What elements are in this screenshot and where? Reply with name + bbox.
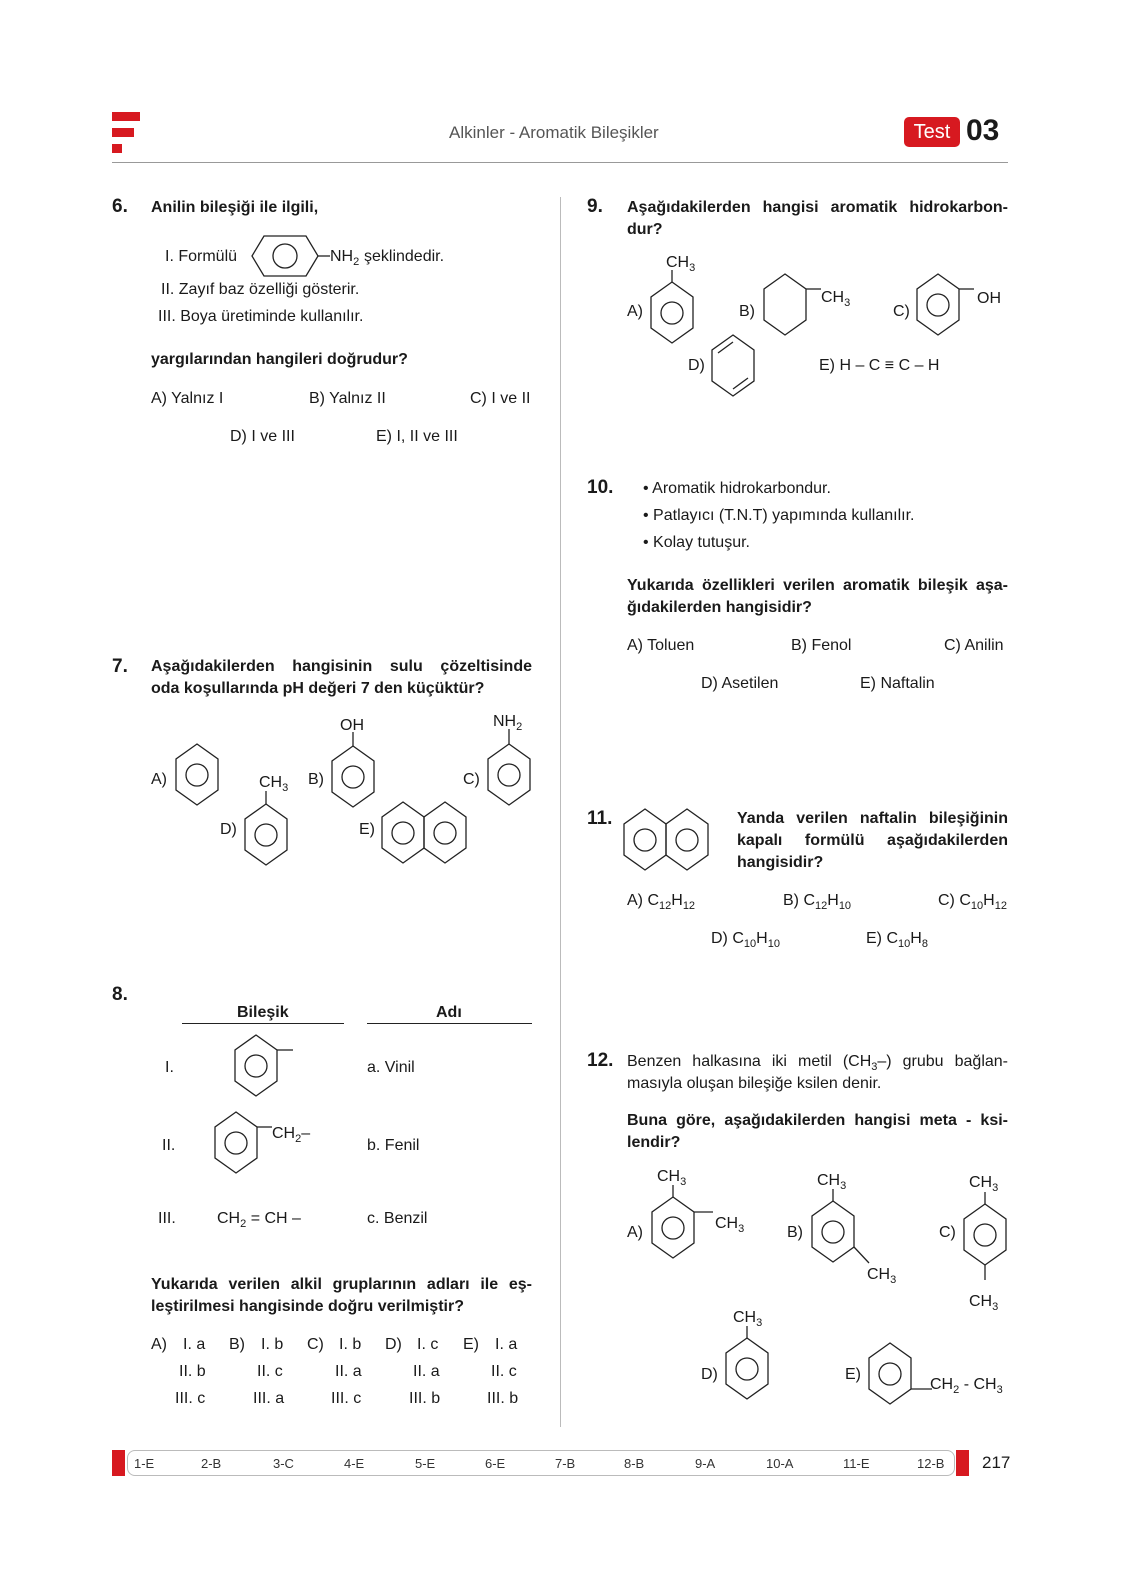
column-header-name: Adı <box>436 1004 462 1021</box>
answer-12: 12-B <box>917 1456 945 1471</box>
column-header-compound: Bileşik <box>237 1004 289 1021</box>
option-e[interactable]: E) I. a II. c III. b <box>463 1336 519 1407</box>
test-badge: Test <box>904 117 960 147</box>
statement-1-label: I. Formülü <box>165 248 238 265</box>
answer-6: 6-E <box>485 1456 506 1471</box>
option-e[interactable]: E) $C_{10}H_8$ <box>866 930 928 950</box>
row-label-1: I. <box>165 1059 174 1076</box>
question-number: 7. <box>112 656 128 677</box>
option-d-label[interactable]: D) <box>701 1366 718 1383</box>
name-b: b. Fenil <box>367 1137 420 1154</box>
option-b[interactable]: B) Fenol <box>791 637 852 654</box>
toluene-structure <box>244 791 288 867</box>
ch2-label: $CH_2-$ <box>272 1125 311 1145</box>
name-a: a. Vinil <box>367 1059 415 1076</box>
option-a-label[interactable]: A) <box>151 771 167 788</box>
ch3-label: $CH_3$ <box>733 1309 763 1329</box>
statement-2: II. Zayıf baz özelliği gösterir. <box>161 281 360 298</box>
page-number: 217 <box>982 1453 1011 1472</box>
answer-8: 8-B <box>624 1456 645 1471</box>
option-c[interactable]: C) I. b II. a III. c <box>307 1336 362 1407</box>
phenol-structure <box>916 273 978 337</box>
question-stem-line-1: Yukarıda verilen alkil gruplarının adları ile eş- <box>151 1276 532 1293</box>
option-c[interactable]: C) I ve II <box>470 390 531 407</box>
header-underline <box>182 1023 344 1024</box>
statement-3: III. Boya üretiminde kullanılır. <box>158 308 364 325</box>
answer-7: 7-B <box>555 1456 576 1471</box>
ch3-label: $CH_3$ <box>715 1215 745 1235</box>
answer-3: 3-C <box>273 1456 294 1471</box>
option-e-label[interactable]: E) <box>359 821 375 838</box>
ch3-label: $CH_3$ <box>969 1293 999 1313</box>
vinyl-formula: $CH_2$ = CH – <box>217 1210 301 1230</box>
option-b-label[interactable]: B) <box>308 771 324 788</box>
property-2: • Patlayıcı (T.N.T) yapımında kullanılır. <box>643 507 915 524</box>
benzene-structure <box>175 744 219 806</box>
question-stem-line-1: Aşağıdakilerden hangisi aromatik hidrokarbon- <box>627 199 1008 216</box>
ch3-label: $CH_3$ <box>821 289 851 309</box>
row-label-2: II. <box>162 1137 176 1154</box>
naphthalene-structure <box>623 809 709 871</box>
option-e[interactable]: E) I, II ve III <box>376 428 458 445</box>
intro-line-2: masıyla oluşan bileşiğe ksilen denir. <box>627 1075 882 1092</box>
question-stem-line-1: Yukarıda özellikleri verilen aromatik bileşik aşa- <box>627 577 1008 594</box>
option-d[interactable]: D) $C_{10}H_{10}$ <box>711 930 780 950</box>
option-a[interactable]: A) I. a II. b III. c <box>151 1336 206 1407</box>
ch3-label: $CH_3$ <box>867 1266 897 1286</box>
statement-1-formula: $NH_2$ <box>330 248 360 268</box>
option-d[interactable]: D) I. c II. a III. b <box>385 1336 441 1407</box>
ch3-label: $CH_3$ <box>666 254 696 274</box>
phenol-structure <box>331 732 375 808</box>
answer-4: 4-E <box>344 1456 365 1471</box>
option-b-label[interactable]: B) <box>787 1224 803 1241</box>
option-a[interactable]: A) Yalnız I <box>151 390 224 407</box>
phenyl-structure <box>234 1034 296 1098</box>
question-stem-line-2: kapalı formülü aşağıdakilerden <box>737 832 1008 849</box>
option-d[interactable]: D) I ve III <box>230 428 295 445</box>
statement-1-suffix: şeklindedir. <box>364 248 445 265</box>
question-stem-line-2: leştirilmesi hangisinde doğru verilmiştir? <box>151 1298 464 1315</box>
page-header-title: Alkinler - Aromatik Bileşikler <box>449 123 659 142</box>
naphthalene-structure <box>381 802 467 864</box>
option-e-label[interactable]: E) <box>845 1366 861 1383</box>
answer-key-right-marker <box>956 1450 969 1476</box>
option-d-label[interactable]: D) <box>220 821 237 838</box>
answer-5: 5-E <box>415 1456 436 1471</box>
ch3-label: $CH_3$ <box>969 1174 999 1194</box>
test-number: 03 <box>966 114 1000 147</box>
oh-label: OH <box>977 290 1001 307</box>
question-stem-line-1: Yanda verilen naftalin bileşiğinin <box>737 810 1008 827</box>
methylcyclohexane-structure <box>763 273 825 337</box>
ethylbenzene-structure <box>868 1342 934 1406</box>
question-stem-line-2: ğıdakilerden hangisidir? <box>627 599 812 616</box>
option-c-label[interactable]: C) <box>463 771 480 788</box>
option-e[interactable]: E) Naftalin <box>860 675 935 692</box>
option-a[interactable]: A) Toluen <box>627 637 695 654</box>
answer-2: 2-B <box>201 1456 222 1471</box>
ethyl-label: $CH_2 - CH_3$ <box>930 1376 1003 1396</box>
option-d[interactable]: D) Asetilen <box>701 675 779 692</box>
option-c-label[interactable]: C) <box>893 303 910 320</box>
option-b[interactable]: B) $C_{12}H_{10}$ <box>783 892 852 912</box>
cyclohexadiene-structure <box>711 334 755 398</box>
property-1: • Aromatik hidrokarbondur. <box>643 480 831 497</box>
answer-key-frame <box>127 1450 955 1476</box>
aniline-structure <box>487 729 531 807</box>
question-stem-line-2: dur? <box>627 221 663 238</box>
option-e[interactable]: E) H – C ≡ C – H <box>819 357 940 374</box>
question-ask: yargılarından hangileri doğrudur? <box>151 351 408 368</box>
option-a-label[interactable]: A) <box>627 303 643 320</box>
intro-line-1: Benzen halkasına iki metil $(CH_3-)$ grubu bağlan- <box>627 1053 1008 1073</box>
option-d-label[interactable]: D) <box>688 357 705 374</box>
ch3-label: $CH_3$ <box>657 1168 687 1188</box>
question-stem: Anilin bileşiği ile ilgili, <box>151 199 319 216</box>
question-stem-line-1: Aşağıdakilerden hangisinin sulu çözeltisinde <box>151 658 532 675</box>
header-divider <box>112 162 1008 163</box>
option-c[interactable]: C) $C_{10}H_{12}$ <box>938 892 1007 912</box>
benzyl-structure <box>214 1111 276 1175</box>
option-a-label[interactable]: A) <box>627 1224 643 1241</box>
question-stem-line-2: oda koşullarında pH değeri 7 den küçüktür? <box>151 680 485 697</box>
toluene-structure <box>650 270 694 346</box>
answer-11: 11-E <box>843 1456 870 1471</box>
toluene-structure <box>725 1326 769 1402</box>
option-b[interactable]: B) Yalnız II <box>309 390 386 407</box>
option-c-label[interactable]: C) <box>939 1224 956 1241</box>
question-stem-line-3: hangisidir? <box>737 854 824 871</box>
question-number: 10. <box>587 477 614 498</box>
header-underline <box>367 1023 532 1024</box>
ch3-label: $CH_3$ <box>259 774 289 794</box>
question-number: 9. <box>587 196 603 217</box>
option-c[interactable]: C) Anilin <box>944 637 1004 654</box>
benzene-ring-structure <box>250 234 330 280</box>
nh2-label: $NH_2$ <box>493 713 523 733</box>
column-divider <box>560 197 561 1427</box>
option-b-label[interactable]: B) <box>739 303 755 320</box>
row-label-3: III. <box>158 1210 176 1227</box>
answer-1: 1-E <box>134 1456 155 1471</box>
question-number: 12. <box>587 1050 614 1071</box>
property-3: • Kolay tutuşur. <box>643 534 750 551</box>
question-stem-line-2: lendir? <box>627 1134 681 1151</box>
question-stem-line-1: Buna göre, aşağıdakilerden hangisi meta - ksi- <box>627 1112 1008 1129</box>
oh-label: OH <box>340 717 364 734</box>
meta-xylene-structure <box>811 1189 873 1277</box>
question-number: 6. <box>112 196 128 217</box>
name-c: c. Benzil <box>367 1210 428 1227</box>
option-b[interactable]: B) I. b II. c III. a <box>229 1336 285 1407</box>
ch3-label: $CH_3$ <box>817 1172 847 1192</box>
answer-9: 9-A <box>695 1456 716 1471</box>
option-a[interactable]: A) $C_{12}H_{12}$ <box>627 892 696 912</box>
answer-10: 10-A <box>766 1456 794 1471</box>
answer-key-left-marker <box>112 1450 125 1476</box>
question-number: 8. <box>112 984 128 1005</box>
ortho-xylene-structure <box>651 1185 713 1261</box>
para-xylene-structure <box>963 1192 1007 1288</box>
question-number: 11. <box>587 808 613 829</box>
